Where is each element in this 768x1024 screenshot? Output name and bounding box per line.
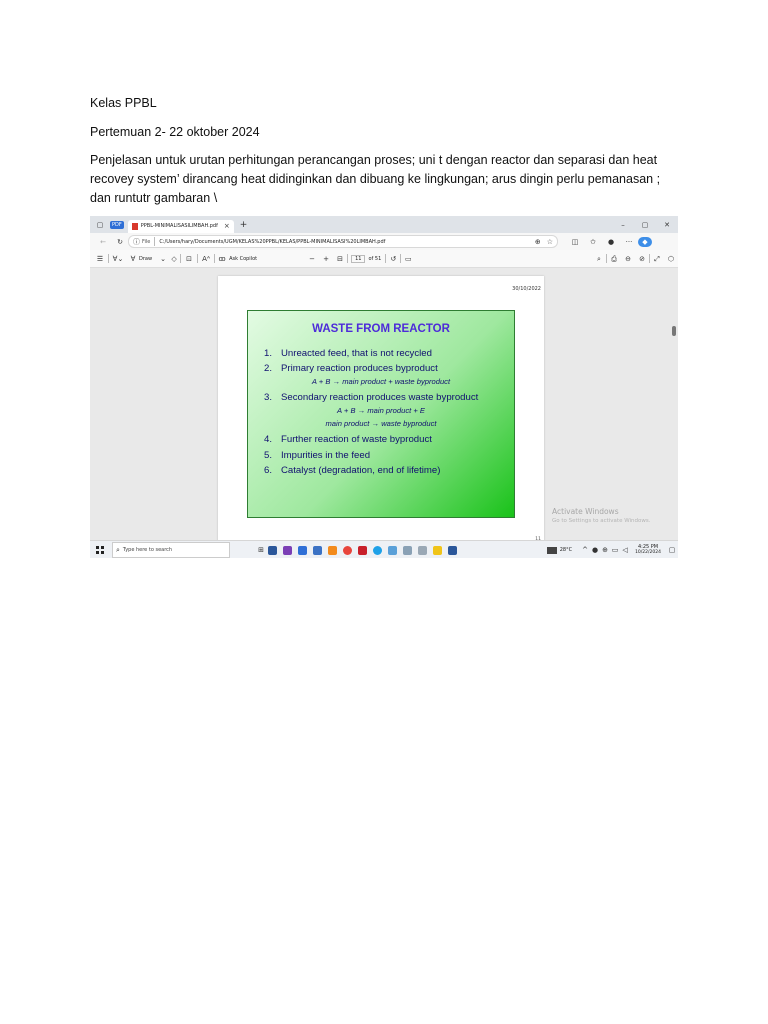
scrollbar[interactable]	[671, 268, 677, 540]
taskbar-clock[interactable]	[635, 544, 661, 556]
tab-close-icon[interactable]: ×	[223, 222, 230, 230]
address-text: C:/Users/hary/Documents/UGM/KELAS%20PPBL/KELAS/PPBL-MINIMALISASI%20LIMBAH.pdf	[159, 238, 386, 245]
document-line-class: Kelas PPBL	[90, 96, 157, 110]
text-box-icon[interactable]: ⊡	[186, 254, 192, 263]
star-icon[interactable]: ☆	[546, 237, 553, 246]
clock-date: 10/22/2024	[635, 550, 661, 555]
settings-icon[interactable]: ⬡	[667, 254, 675, 263]
list-item: 1. Unreacted feed, that is not recycled	[264, 348, 432, 359]
contents-icon[interactable]: ☰	[96, 254, 104, 263]
formula-secondary-b: main product → waste byproduct	[325, 419, 437, 428]
volume-icon[interactable]: ◁	[622, 546, 628, 554]
read-aloud-icon[interactable]: Aᴬ	[202, 254, 210, 263]
list-item: 5. Impurities in the feed	[264, 450, 371, 461]
page-number-input[interactable]: 11	[351, 255, 365, 263]
pdf-file-icon	[132, 223, 138, 230]
formula-secondary-a: A + B → main product + E	[337, 406, 425, 415]
vlc-icon[interactable]	[328, 546, 337, 555]
onenote-icon[interactable]	[283, 546, 292, 555]
zoom-out-icon[interactable]: −	[309, 254, 316, 263]
app-icon[interactable]	[388, 546, 397, 555]
fit-page-icon[interactable]: ⊟	[337, 254, 344, 263]
ask-copilot-button[interactable]: Ask Copilot	[229, 255, 258, 262]
search-icon: ⌕	[116, 546, 120, 554]
word-icon[interactable]	[448, 546, 457, 555]
slide-title: WASTE FROM REACTOR	[312, 323, 450, 335]
tab-pdf[interactable]	[128, 220, 234, 233]
taskbar-search-placeholder: Type here to search	[122, 547, 173, 553]
browser-tab-bar	[90, 216, 678, 233]
copilot-icon[interactable]: ◆	[638, 237, 652, 247]
more-icon[interactable]: ···	[625, 237, 633, 246]
highlight-icon[interactable]: ∀⌄	[112, 254, 124, 263]
tab-title: PPBL-MINIMALISASILIMBAH.pdf	[140, 223, 218, 229]
slide	[247, 310, 515, 518]
chevron-down-icon[interactable]: ⌄	[160, 254, 166, 263]
chrome-icon[interactable]	[343, 546, 352, 555]
new-tab-icon[interactable]: +	[239, 219, 248, 230]
list-item: 6. Catalyst (degradation, end of lifetime)	[264, 465, 441, 476]
minimize-icon[interactable]: –	[621, 220, 625, 229]
page-view-icon[interactable]: ▭	[404, 254, 412, 263]
info-icon: ⓘ	[133, 237, 140, 246]
back-icon[interactable]: ←	[100, 237, 106, 246]
rotate-icon[interactable]: ↺	[390, 254, 397, 263]
edge-icon[interactable]	[373, 546, 382, 555]
address-bar-row	[90, 233, 678, 250]
file-explorer-icon[interactable]	[433, 546, 442, 555]
network-icon[interactable]: ●	[592, 546, 599, 554]
clock-time: 4:25 PM	[637, 544, 659, 550]
notifications-icon[interactable]: ▢	[668, 546, 676, 554]
acrobat-icon[interactable]	[358, 546, 367, 555]
split-icon[interactable]: ◫	[571, 237, 579, 246]
profile-icon[interactable]: ●	[607, 237, 615, 246]
document-line-meeting: Pertemuan 2- 22 oktober 2024	[90, 125, 260, 139]
page-total: of 51	[368, 255, 382, 262]
expand-icon[interactable]: ⤢	[654, 254, 660, 263]
workspace-icon[interactable]: ▢	[96, 220, 104, 229]
task-view-icon[interactable]: ⊞	[258, 546, 264, 554]
search-icon[interactable]: ⌕	[597, 254, 601, 263]
activate-windows-title: Activate Windows	[552, 507, 619, 516]
pdf-page	[218, 276, 544, 548]
eraser-icon[interactable]: ◇	[171, 254, 177, 263]
scrollbar-thumb[interactable]	[672, 326, 676, 336]
app-icon[interactable]	[418, 546, 427, 555]
formula-primary: A + B → main product + waste byproduct	[311, 377, 451, 386]
app-icon[interactable]	[268, 546, 277, 555]
draw-label[interactable]: Draw	[139, 255, 153, 262]
file-scheme-label: File	[142, 238, 151, 245]
pdf-toolbar	[90, 250, 678, 268]
refresh-icon[interactable]: ↻	[117, 237, 123, 246]
document-paragraph: Penjelasan untuk urutan perhitungan perancangan proses; uni t dengan reactor dan separasi dan heat recovey system’ dirancang heat didinginkan dan dibuang ke lingkungan; arus dingin perlu pemanasan ; dan runtutr gambaran \	[90, 153, 661, 205]
zoom-icon[interactable]: ⊕	[534, 237, 541, 246]
address-input[interactable]	[128, 235, 558, 248]
sync-icon[interactable]: ⊕	[602, 546, 608, 554]
print-icon[interactable]: ⎙	[611, 254, 617, 263]
slide-date: 30/10/2022	[512, 286, 541, 292]
copilot-small-icon[interactable]: ꝏ	[218, 254, 226, 263]
pdf-viewer[interactable]	[90, 268, 678, 540]
chevron-up-icon[interactable]: ^	[582, 546, 588, 554]
save-icon[interactable]: ⊖	[625, 254, 631, 263]
close-icon[interactable]: ✕	[664, 220, 670, 229]
save-as-icon[interactable]: ⊘	[639, 254, 645, 263]
files-icon[interactable]	[313, 546, 322, 555]
windows-taskbar	[90, 540, 678, 558]
windows-start-icon[interactable]	[96, 546, 104, 554]
list-item: 3. Secondary reaction produces waste byproduct	[264, 392, 479, 403]
embedded-screenshot	[90, 216, 678, 558]
app-icon[interactable]	[403, 546, 412, 555]
temperature: 28°C	[559, 547, 573, 553]
favorites-icon[interactable]: ✩	[590, 237, 596, 246]
activate-windows-subtitle: Go to Settings to activate Windows.	[552, 518, 651, 524]
weather-icon[interactable]	[547, 547, 557, 554]
draw-icon[interactable]: ∀	[130, 254, 136, 263]
pdf-badge: PDF	[112, 221, 122, 228]
taskbar-search[interactable]	[112, 542, 230, 558]
mail-icon[interactable]	[298, 546, 307, 555]
list-item: 2. Primary reaction produces byproduct	[264, 363, 438, 374]
zoom-in-icon[interactable]: +	[323, 254, 330, 263]
list-item: 4. Further reaction of waste byproduct	[264, 434, 432, 445]
maximize-icon[interactable]: ▢	[641, 220, 649, 229]
battery-icon[interactable]: ▭	[611, 546, 619, 554]
